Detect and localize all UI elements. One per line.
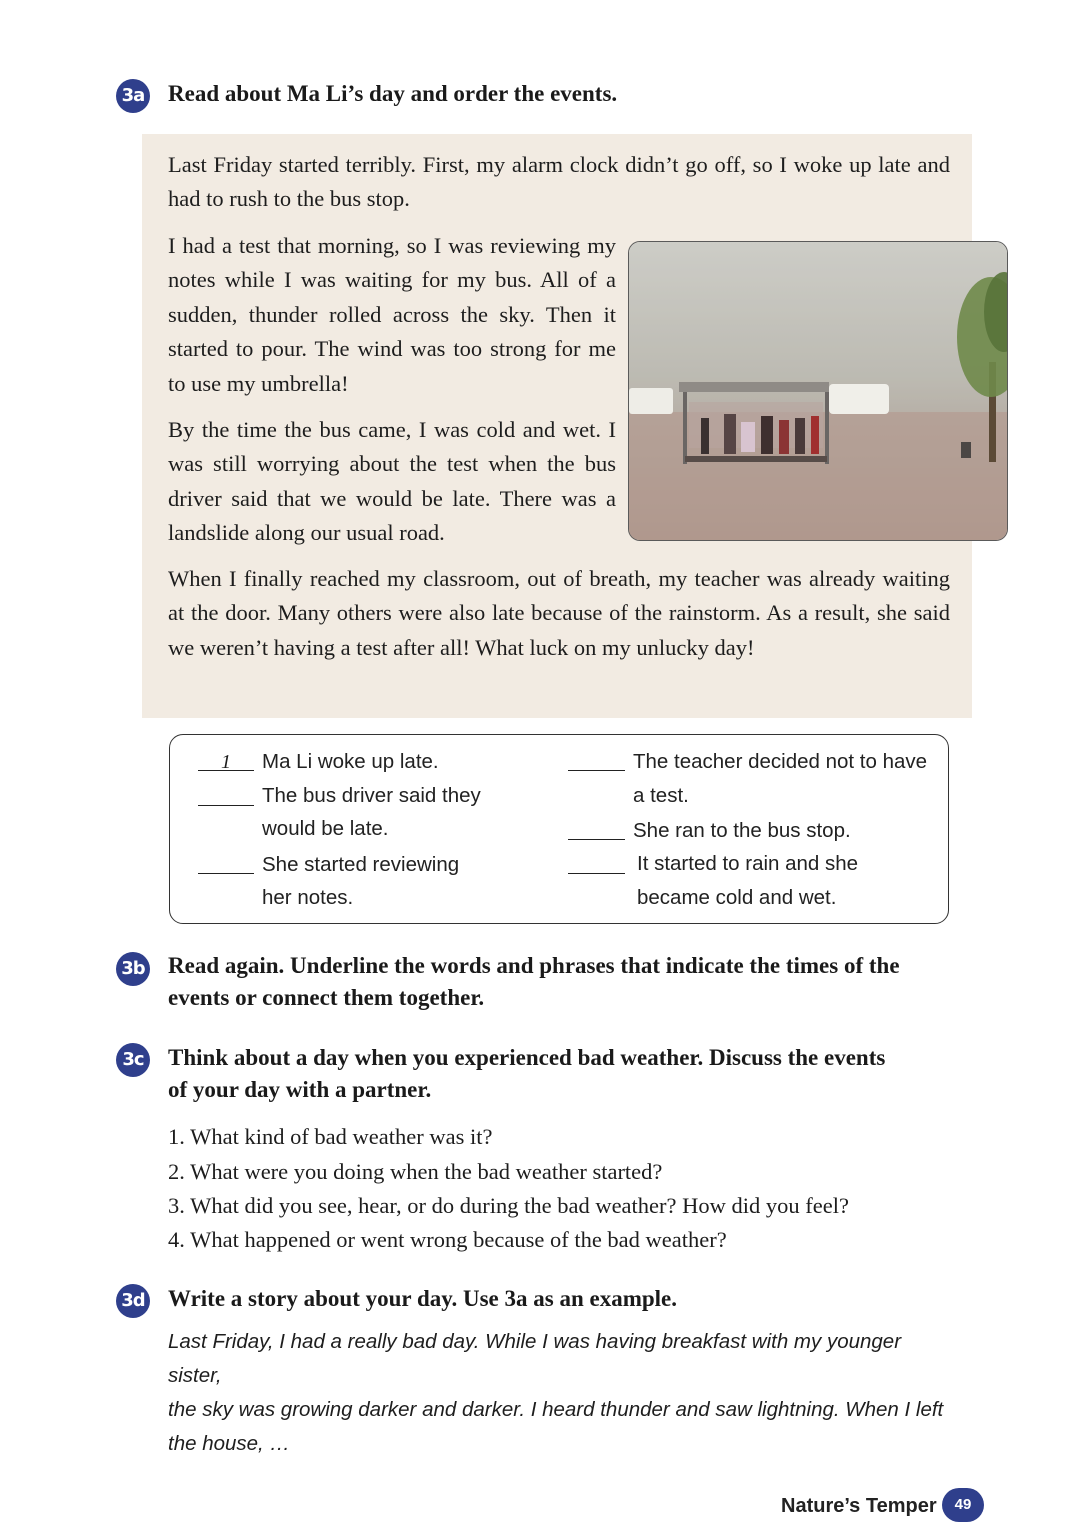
question-2: 2. What were you doing when the bad weather started? bbox=[168, 1159, 663, 1184]
event-2-line-1: The bus driver said they bbox=[262, 784, 481, 807]
section-3b-badge: 3b bbox=[116, 952, 150, 986]
section-3a-heading: Read about Ma Li’s day and order the events. bbox=[168, 81, 618, 106]
bus-stop-in-rain-photo-icon bbox=[629, 242, 1007, 540]
question-4: 4. What happened or went wrong because of the bad weather? bbox=[168, 1227, 727, 1252]
unit-title: Nature’s Temper bbox=[781, 1495, 937, 1517]
event-5-text: She ran to the bus stop. bbox=[633, 819, 851, 842]
section-3c-badge: 3c bbox=[116, 1043, 150, 1077]
passage-paragraph-4: When I finally reached my classroom, out of breath, my teacher was already waiting at the door. Many others were also late because of the rainstorm. As a result, she said we weren’t having a test after all! What luck on my unlucky day! bbox=[168, 566, 950, 660]
answer-value-1: 1 bbox=[221, 751, 231, 773]
story-line-2: the sky was growing darker and darker. I heard thunder and saw lightning. When I left bbox=[168, 1398, 944, 1421]
event-3-line-1: She started reviewing bbox=[262, 853, 460, 876]
answer-blank-2[interactable] bbox=[198, 805, 254, 806]
section-3a-badge: 3a bbox=[116, 79, 150, 113]
section-3d-heading: Write a story about your day. Use 3a as an example. bbox=[168, 1286, 677, 1311]
passage-paragraph-2: I had a test that morning, so I was reviewing my notes while I was waiting for my bus. All of a sudden, thunder rolled across the sky. Then it started to pour. The wind was too strong for me to use my umbrella! bbox=[168, 233, 616, 396]
section-3d-badge: 3d bbox=[116, 1284, 150, 1318]
story-line-3: the house, … bbox=[168, 1432, 290, 1455]
question-1: 1. What kind of bad weather was it? bbox=[168, 1124, 493, 1149]
answer-blank-4[interactable] bbox=[568, 770, 625, 771]
passage-paragraph-3: By the time the bus came, I was cold and wet. I was still worrying about the test when the bus driver said that we would be late. There was a landslide along our usual road. bbox=[168, 417, 616, 546]
page-number: 49 bbox=[942, 1488, 984, 1522]
event-6-line-1: It started to rain and she bbox=[637, 852, 859, 875]
answer-blank-5[interactable] bbox=[568, 839, 625, 840]
event-4-line-1: The teacher decided not to have bbox=[633, 750, 928, 773]
event-4-line-2: a test. bbox=[633, 784, 689, 807]
answer-blank-6[interactable] bbox=[568, 873, 625, 874]
bus-stop-photo bbox=[628, 241, 1008, 541]
section-3c-heading-line-2: of your day with a partner. bbox=[168, 1077, 432, 1102]
event-6-line-2: became cold and wet. bbox=[637, 886, 837, 909]
answer-blank-3[interactable] bbox=[198, 873, 254, 874]
section-3b-heading-line-2: events or connect them together. bbox=[168, 985, 485, 1010]
section-3b-heading-line-1: Read again. Underline the words and phrases that indicate the times of the bbox=[168, 953, 900, 978]
passage-paragraph-1: Last Friday started terribly. First, my alarm clock didn’t go off, so I woke up late and had to rush to the bus stop. bbox=[168, 152, 950, 212]
story-line-1: Last Friday, I had a really bad day. While I was having breakfast with my younger sister, bbox=[168, 1330, 902, 1387]
event-1-text: Ma Li woke up late. bbox=[262, 750, 439, 773]
story-example bbox=[168, 1325, 958, 1461]
event-2-line-2: would be late. bbox=[262, 817, 389, 840]
section-3c-heading-line-1: Think about a day when you experienced bad weather. Discuss the events bbox=[168, 1045, 886, 1070]
event-3-line-2: her notes. bbox=[262, 886, 354, 909]
question-3: 3. What did you see, hear, or do during the bad weather? How did you feel? bbox=[168, 1193, 849, 1218]
